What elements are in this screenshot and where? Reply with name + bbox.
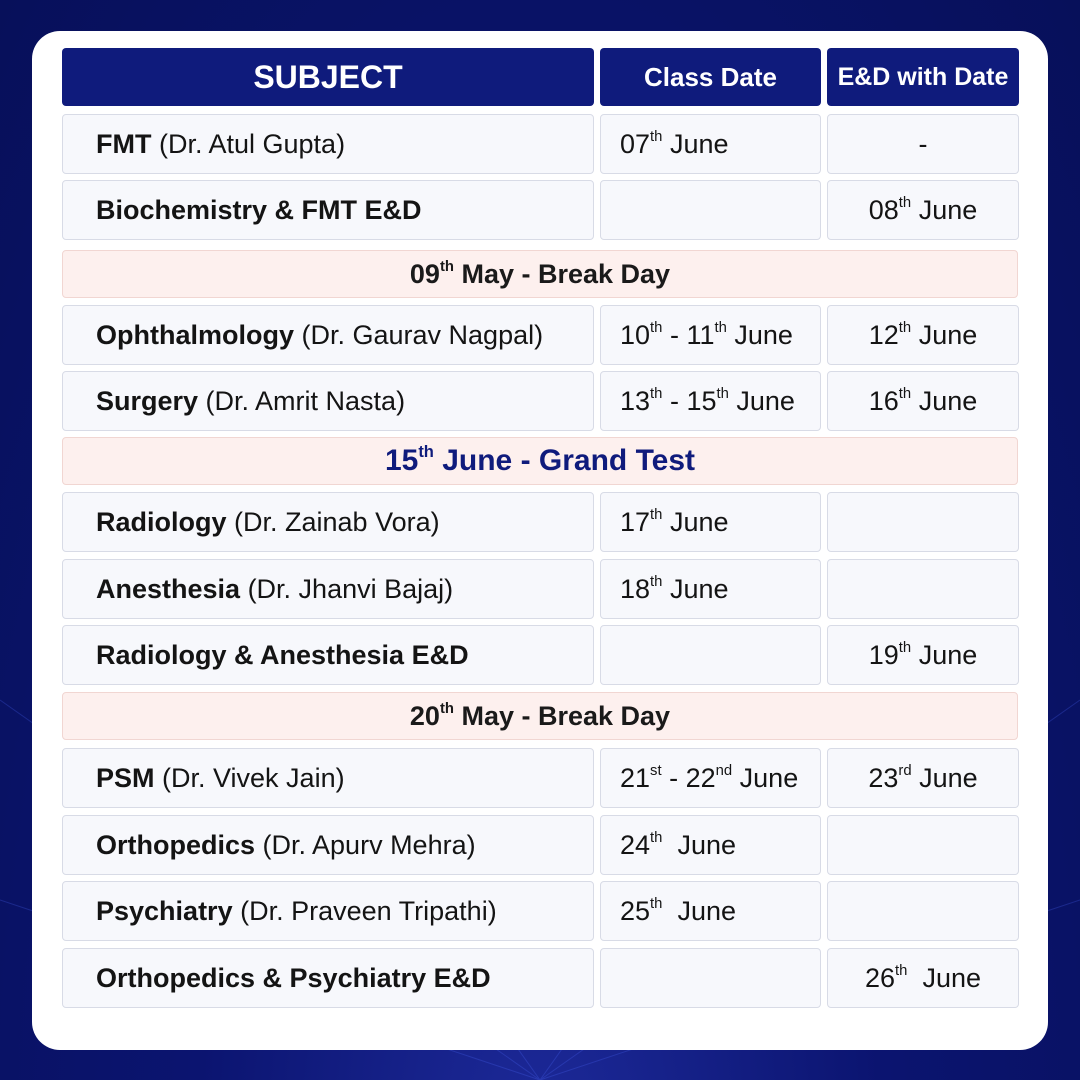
- ed-date-cell: 19th June: [827, 625, 1019, 685]
- class-date-cell: [600, 625, 821, 685]
- ed-date-cell: [827, 815, 1019, 875]
- subject-cell: Radiology & Anesthesia E&D: [62, 625, 594, 685]
- ed-date-cell: -: [827, 114, 1019, 174]
- ed-date-cell: 23rd June: [827, 748, 1019, 808]
- ed-date-cell: [827, 881, 1019, 941]
- header-class-date: Class Date: [600, 48, 821, 106]
- class-date-cell: 07th June: [600, 114, 821, 174]
- subject-cell: Anesthesia (Dr. Jhanvi Bajaj): [62, 559, 594, 619]
- break-day-banner: 20th May - Break Day: [62, 692, 1018, 740]
- ed-date-cell: [827, 559, 1019, 619]
- class-date-cell: [600, 180, 821, 240]
- ed-date-cell: 12th June: [827, 305, 1019, 365]
- subject-cell: Surgery (Dr. Amrit Nasta): [62, 371, 594, 431]
- subject-cell: PSM (Dr. Vivek Jain): [62, 748, 594, 808]
- break-day-banner: 09th May - Break Day: [62, 250, 1018, 298]
- class-date-cell: 25th June: [600, 881, 821, 941]
- ed-date-cell: 26th June: [827, 948, 1019, 1008]
- ed-date-cell: 08th June: [827, 180, 1019, 240]
- subject-cell: Orthopedics (Dr. Apurv Mehra): [62, 815, 594, 875]
- subject-cell: Biochemistry & FMT E&D: [62, 180, 594, 240]
- header-ed-with-date: E&D with Date: [827, 48, 1019, 106]
- class-date-cell: [600, 948, 821, 1008]
- grand-test-banner: 15th June - Grand Test: [62, 437, 1018, 485]
- header-subject: SUBJECT: [62, 48, 594, 106]
- subject-cell: Radiology (Dr. Zainab Vora): [62, 492, 594, 552]
- class-date-cell: 10th - 11th June: [600, 305, 821, 365]
- subject-cell: Orthopedics & Psychiatry E&D: [62, 948, 594, 1008]
- ed-date-cell: [827, 492, 1019, 552]
- class-date-cell: 24th June: [600, 815, 821, 875]
- subject-cell: Ophthalmology (Dr. Gaurav Nagpal): [62, 305, 594, 365]
- class-date-cell: 13th - 15th June: [600, 371, 821, 431]
- ed-date-cell: 16th June: [827, 371, 1019, 431]
- subject-cell: FMT (Dr. Atul Gupta): [62, 114, 594, 174]
- class-date-cell: 21st - 22nd June: [600, 748, 821, 808]
- class-date-cell: 18th June: [600, 559, 821, 619]
- subject-cell: Psychiatry (Dr. Praveen Tripathi): [62, 881, 594, 941]
- class-date-cell: 17th June: [600, 492, 821, 552]
